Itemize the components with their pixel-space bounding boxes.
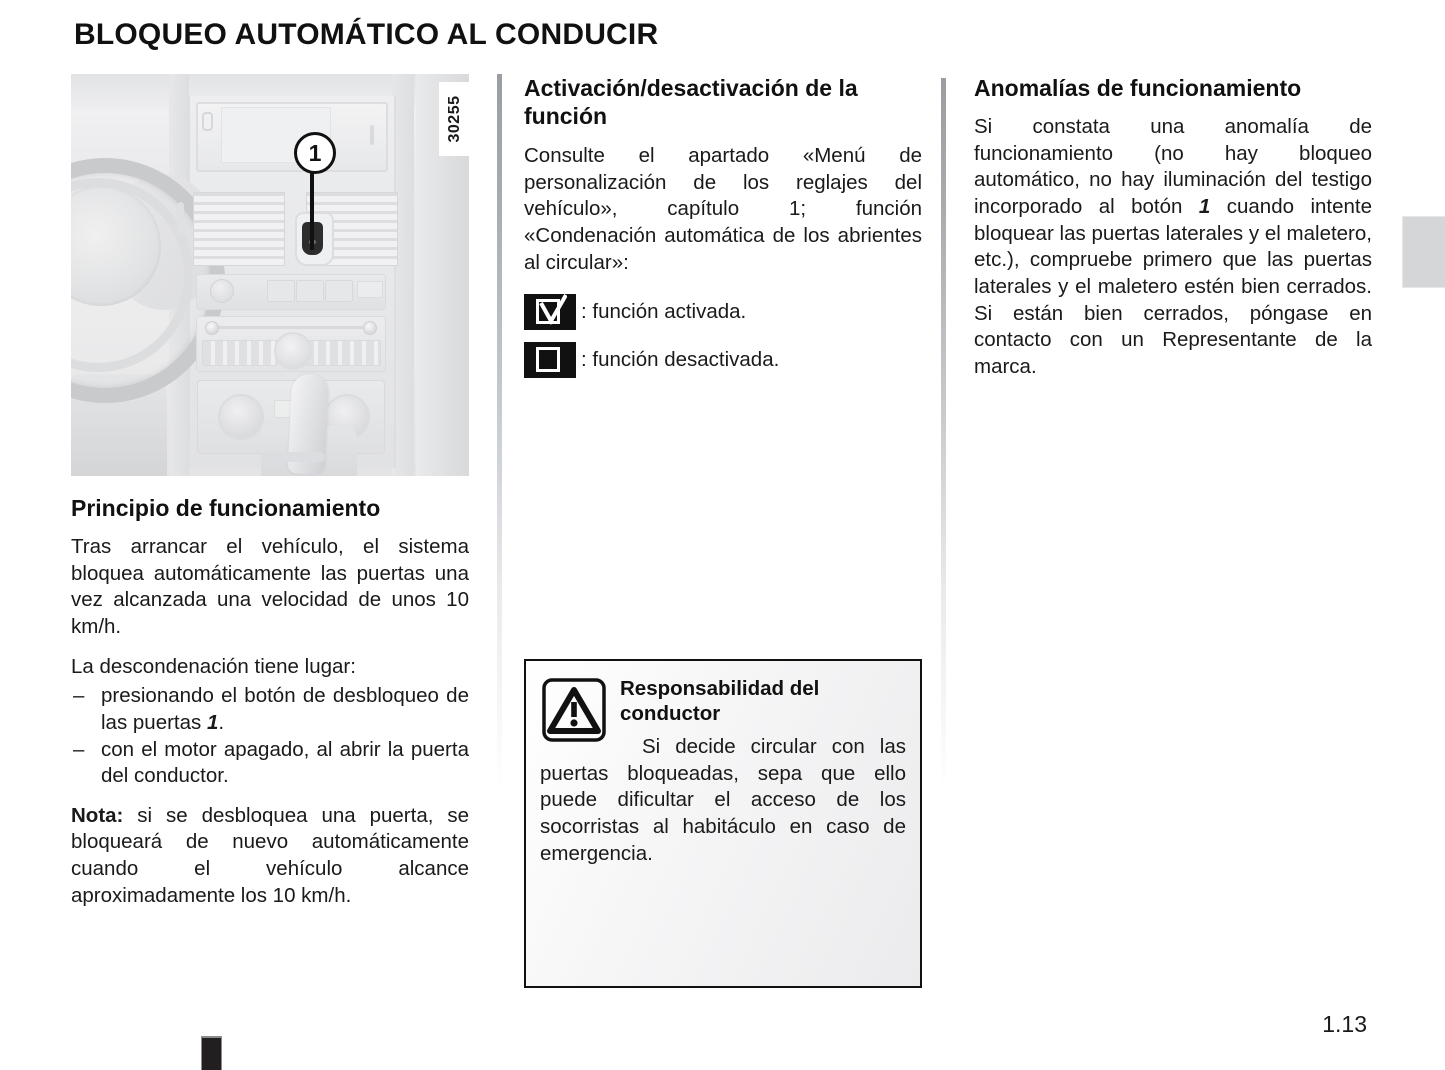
- checked-box-icon: [524, 294, 576, 330]
- list-item-text: presionando el botón de desbloqueo de las puertas: [101, 684, 469, 734]
- paragraph-principio-2: La descondenación tiene lugar:: [71, 654, 356, 678]
- dash-bullet: –: [73, 737, 85, 761]
- radio-trim-line: [211, 326, 369, 329]
- hazard-button: [210, 279, 234, 303]
- list-item: [71, 737, 469, 790]
- paragraph-anomalias: [974, 114, 1372, 380]
- page-number: 1.13: [1322, 1011, 1367, 1037]
- button-reference: 1: [1198, 194, 1211, 218]
- callout-leader-line: [310, 166, 314, 250]
- list-item-text-after: .: [218, 710, 225, 734]
- column-divider-right: [941, 78, 946, 793]
- control-slot: [357, 281, 383, 298]
- radio-center-dial: [274, 332, 312, 370]
- middle-column: [524, 74, 922, 378]
- photo-background: [71, 74, 469, 476]
- callout-marker-1: 1: [294, 132, 336, 174]
- button-reference: 1: [206, 710, 219, 734]
- heading-principio: Principio de funcionamiento: [71, 495, 381, 521]
- checkbox-square: [536, 347, 560, 372]
- page-title: BLOQUEO AUTOMÁTICO AL CONDUCIR: [74, 18, 659, 51]
- photo-reference-code: [439, 82, 469, 156]
- anomalias-text-after: cuando intente bloquear las puertas laterales y el maletero, etc.), compruebe primero que las puertas laterales y el maletero estén bien cerrados. Si están bien cerrados, póngase en contacto con un Representante de la marca.: [974, 194, 1373, 378]
- radio-knob-left: [205, 321, 219, 335]
- display-indicator-left: [202, 112, 213, 131]
- climate-dial-left: [218, 394, 264, 440]
- legend-label-activada: : función activada.: [581, 299, 747, 323]
- control-button-2: [296, 280, 324, 302]
- control-button-3: [325, 280, 353, 302]
- paragraph-principio-1: Tras arrancar el vehículo, el sistema bloquea automáticamente las puertas una vez alcanzada una velocidad de unos 10 km/h.: [71, 535, 469, 638]
- unchecked-box-icon: [524, 342, 576, 378]
- legend-row-activada: [524, 294, 922, 330]
- heading-anomalias: Anomalías de funcionamiento: [974, 75, 1302, 101]
- warning-box: [524, 659, 922, 988]
- warning-triangle-icon: [542, 678, 606, 742]
- control-button-1: [267, 280, 295, 302]
- photo-reference-code-text: 30255: [446, 95, 463, 143]
- radio-keypad-left: [202, 340, 278, 366]
- unlock-conditions-list: [71, 683, 469, 790]
- bottom-edge-marker: [201, 1036, 222, 1070]
- right-column: [974, 74, 1372, 380]
- legend-row-desactivada: [524, 342, 922, 378]
- warning-box-inner: [526, 661, 920, 867]
- paragraph-activacion: Consulte el apartado «Menú de personalización de los reglajes del vehículo», capítulo 1; función «Condenación automática de los abrientes al circular»:: [524, 144, 922, 274]
- air-vent-control-right: [405, 202, 412, 236]
- list-item-text: con el motor apagado, al abrir la puerta del conductor.: [101, 737, 469, 788]
- list-item: [71, 683, 469, 736]
- radio-knob-right: [363, 321, 377, 335]
- radio-keypad-right: [305, 340, 381, 366]
- air-vent-left: [193, 192, 285, 266]
- display-indicator-right: [370, 125, 374, 145]
- heading-activacion: Activación/desactivación de la función: [524, 75, 858, 130]
- nota-text: si se desbloquea una puerta, se bloqueará de nuevo automáticamente cuando el vehículo alcance aproximadamente los 10 km/h.: [71, 803, 469, 907]
- left-column: [71, 74, 469, 909]
- warning-title: Responsabilidad del conductor: [620, 677, 820, 725]
- console-tray: [261, 452, 325, 462]
- chapter-edge-tab: [1402, 216, 1445, 288]
- warning-body: Si decide circular con las puertas bloqueadas, sepa que ello puede dificultar el acceso de los socorristas al habitáculo en caso de emergencia.: [540, 735, 906, 865]
- dash-bullet: –: [73, 684, 85, 708]
- nota-label: Nota:: [71, 803, 124, 827]
- legend-label-desactivada: : función desactivada.: [581, 347, 780, 371]
- air-vent-control-left: [177, 202, 184, 236]
- column-divider-left: [497, 74, 502, 789]
- paragraph-nota: [71, 803, 469, 910]
- dashboard-photo: [71, 74, 469, 476]
- anomalias-text-before: Si constata una anomalía de funcionamiento (no hay bloqueo automático, no hay iluminación del testigo incorporado al botón: [974, 115, 1372, 218]
- checkmark-glyph: [537, 294, 567, 326]
